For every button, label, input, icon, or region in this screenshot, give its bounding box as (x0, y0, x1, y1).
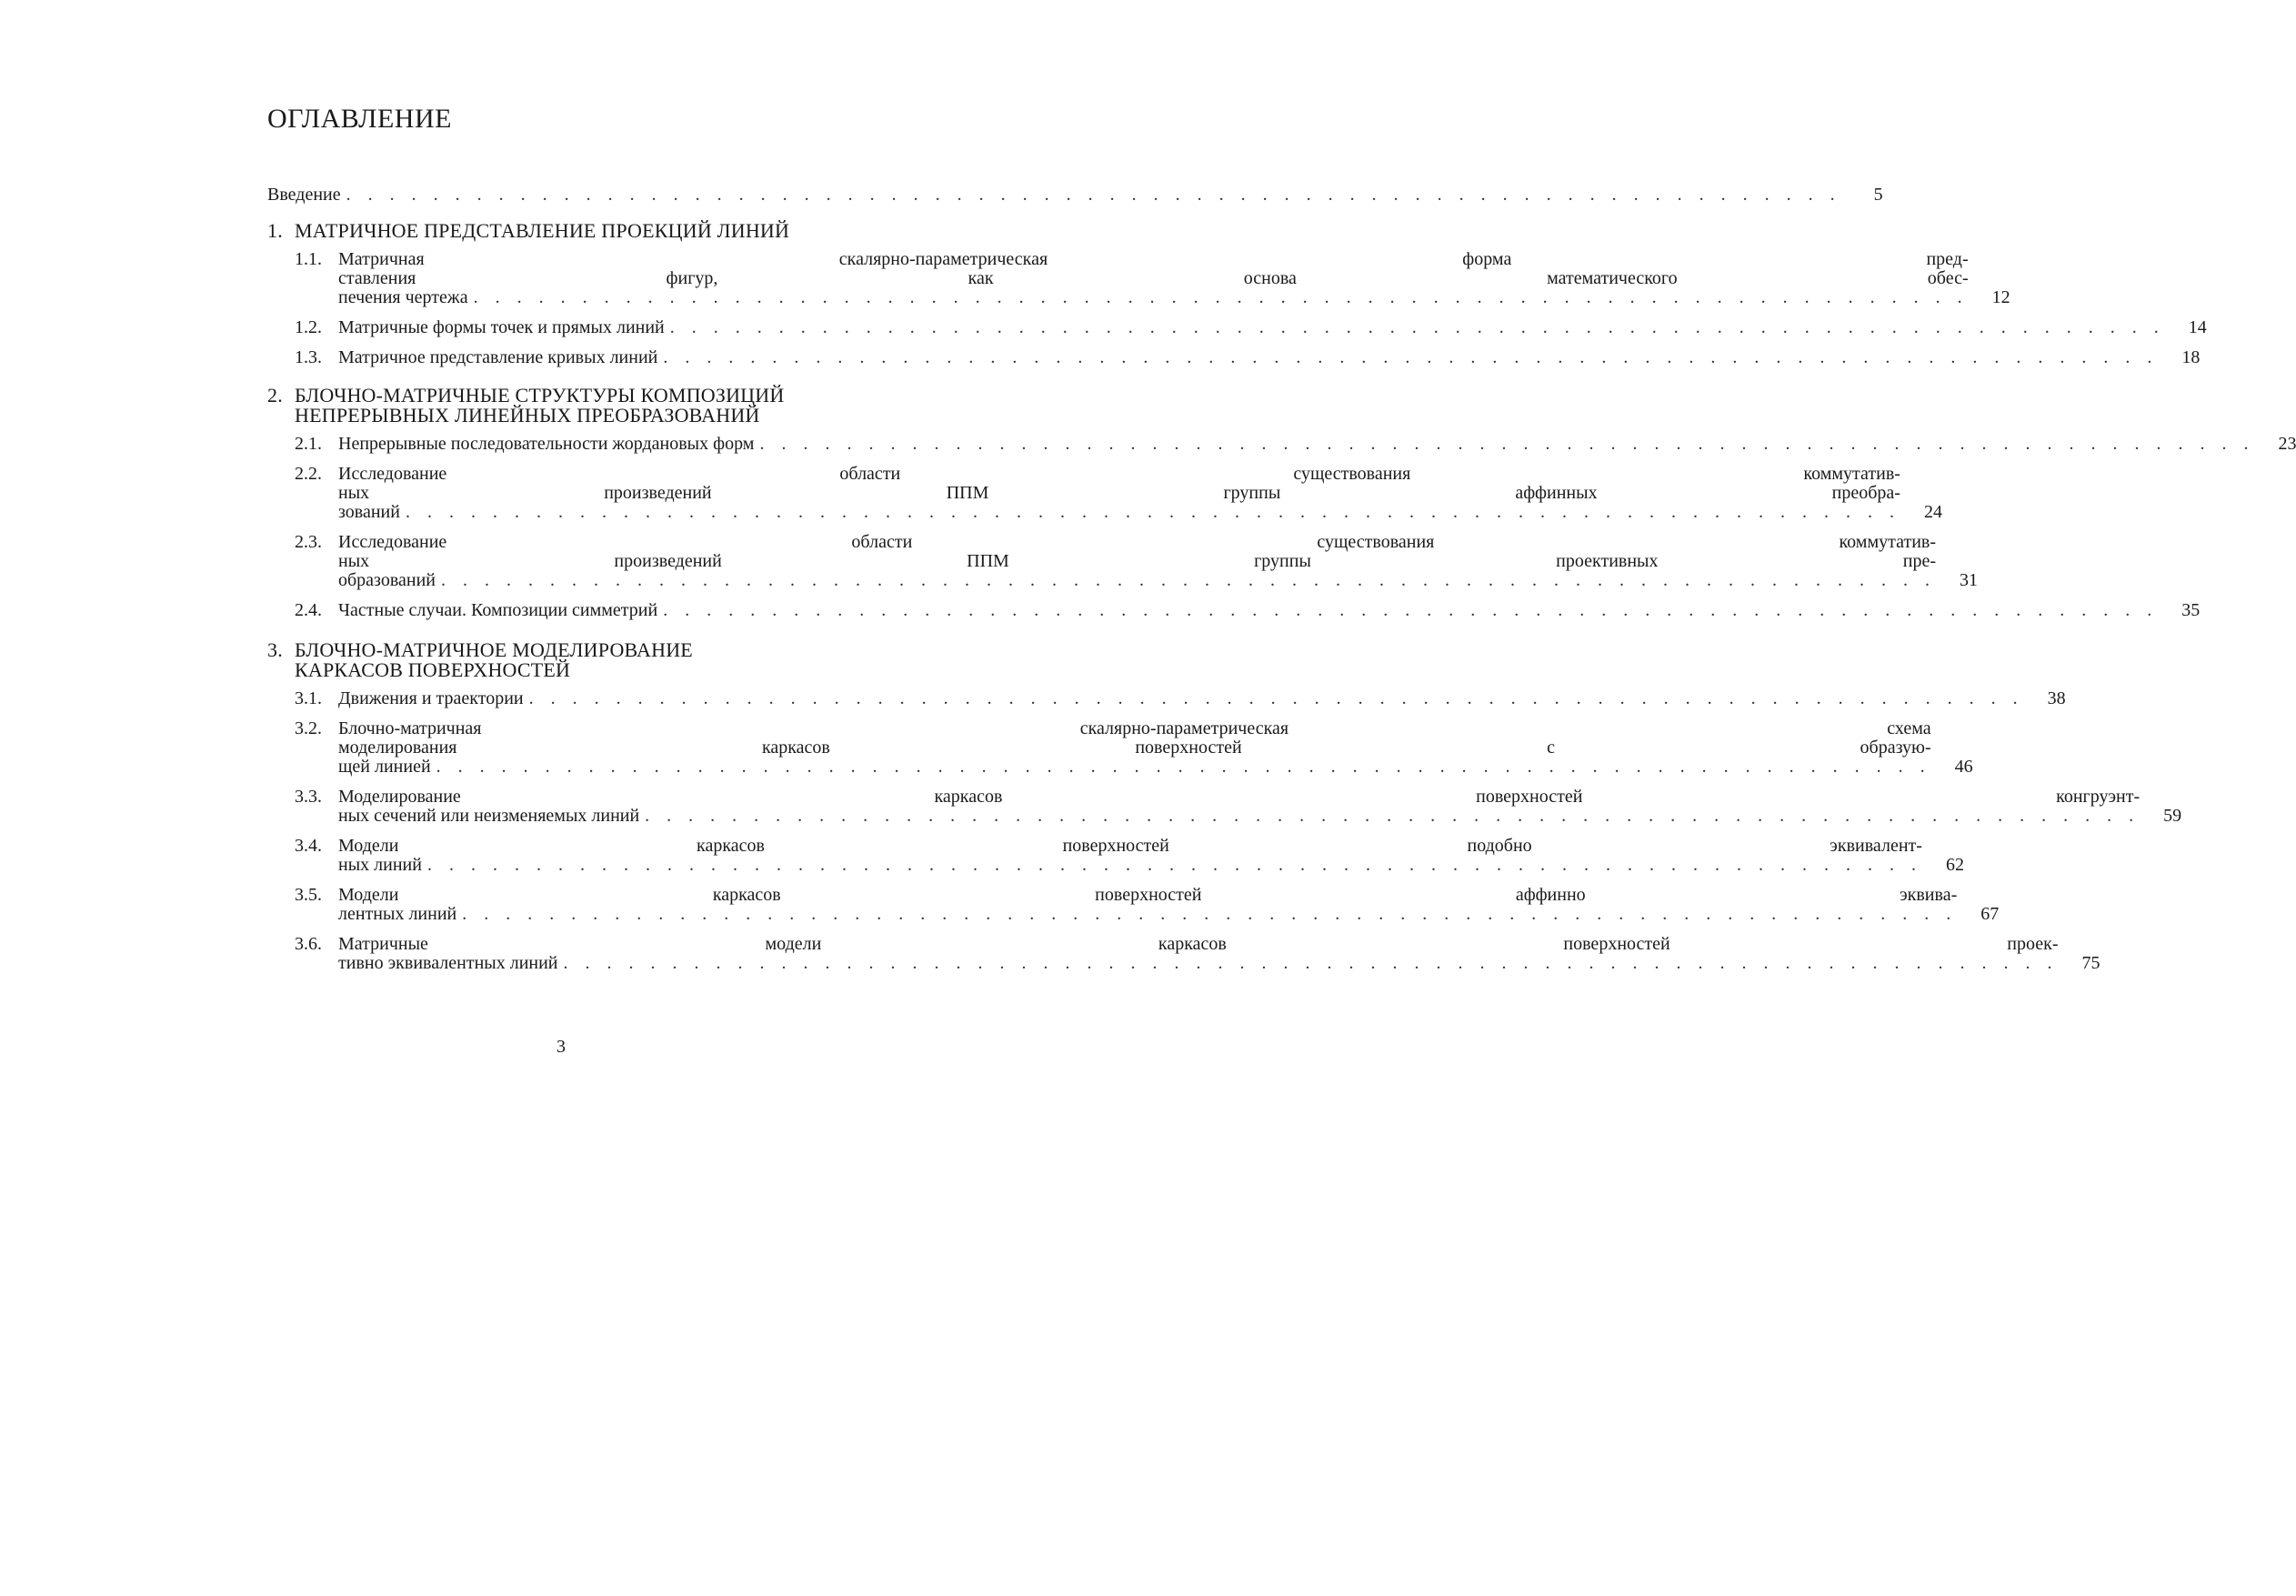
toc-section-row[interactable] (267, 600, 2201, 620)
toc-section-row[interactable] (267, 836, 1964, 875)
toc-page-number: 75 (2081, 953, 2100, 973)
toc-page-number: 5 (1873, 185, 1883, 205)
section-title-line: Моделирование каркасов поверхностей конгруэнт- (338, 787, 2141, 807)
section-title-last-line: Движения и траектории (338, 688, 524, 708)
section-title (338, 788, 2140, 826)
dot-leader (663, 601, 2158, 620)
toc-page-number: 23 (2278, 434, 2296, 454)
dot-leader (441, 571, 1936, 590)
section-title (338, 886, 1957, 924)
chapter-title-line: БЛОЧНО-МАТРИЧНОЕ МОДЕЛИРОВАНИЕ (295, 638, 693, 661)
section-title-last-line: зований (338, 502, 400, 522)
section-number: 2.2. (295, 464, 322, 484)
chapter-number: 3. (267, 638, 283, 661)
toc-page-number: 46 (1954, 757, 1973, 777)
section-number: 1.1. (295, 249, 322, 269)
toc-page-number: 59 (2163, 806, 2182, 826)
toc-section-row[interactable] (267, 787, 2182, 826)
section-title-line: ных произведений ППМ группы проективных пре- (338, 551, 1937, 571)
section-title-last-line: лентных линий (338, 904, 457, 924)
toc-section-row[interactable] (267, 347, 2201, 367)
section-title-line: ных произведений ППМ группы аффинных преобра- (338, 483, 1900, 503)
dot-leader (529, 689, 2024, 708)
section-title (338, 348, 2158, 367)
chapter-title (295, 640, 860, 680)
section-title-line: Матричная скалярно-параметрическая форма пред- (338, 249, 1969, 269)
toc-page-number: 18 (2181, 347, 2201, 367)
toc-intro-title: Введение (267, 185, 341, 205)
section-title-line: Исследование области существования коммутатив- (338, 532, 1937, 552)
section-number: 2.4. (295, 600, 322, 620)
section-title-last-line: Непрерывные последовательности жордановых форм (338, 434, 755, 454)
toc-page-number: 38 (2047, 688, 2066, 708)
chapter-title (295, 221, 860, 241)
toc-section-row[interactable] (267, 464, 1942, 522)
dot-leader (474, 288, 1969, 307)
dot-leader (427, 856, 1922, 875)
section-title-last-line: печения чертежа (338, 287, 468, 307)
dot-leader (406, 503, 1900, 522)
toc-page-number: 24 (1923, 502, 1942, 522)
toc-section-row[interactable] (267, 885, 2000, 924)
toc-page-number: 35 (2181, 600, 2201, 620)
section-title-last-line: образований (338, 570, 436, 590)
toc-page-number: 31 (1960, 570, 1979, 590)
section-number: 3.2. (295, 718, 322, 738)
toc-chapters (267, 219, 2296, 973)
toc-chapter-heading[interactable] (267, 386, 860, 426)
page-number: 3 (556, 1037, 566, 1057)
dot-leader (645, 807, 2140, 826)
section-title-last-line: тивно эквивалентных линий (338, 953, 558, 973)
toc-page-number: 67 (1980, 904, 2000, 924)
toc-section-row[interactable] (267, 532, 1979, 590)
section-title (338, 435, 2254, 454)
toc-chapter (267, 384, 2296, 620)
toc-page-number: 12 (1991, 287, 2010, 307)
toc-page-number: 62 (1945, 855, 1964, 875)
toc-section-row[interactable] (267, 434, 2296, 454)
section-title (338, 318, 2165, 337)
section-number: 2.1. (295, 434, 322, 454)
section-title-last-line: Частные случаи. Композиции симметрий (338, 600, 658, 620)
section-title-last-line: Матричные формы точек и прямых линий (338, 317, 665, 337)
section-title (338, 837, 1922, 875)
toc-section-row[interactable] (267, 317, 2207, 337)
toc-section-row[interactable] (267, 718, 1973, 777)
section-number: 3.5. (295, 885, 322, 905)
chapter-title-line: МАТРИЧНОЕ ПРЕДСТАВЛЕНИЕ ПРОЕКЦИЙ ЛИНИЙ (295, 219, 790, 242)
chapter-title-line: НЕПРЕРЫВНЫХ ЛИНЕЙНЫХ ПРЕОБРАЗОВАНИЙ (295, 404, 760, 427)
section-title (338, 689, 2024, 708)
chapter-number: 1. (267, 219, 283, 242)
section-title (338, 719, 1931, 777)
chapter-number: 2. (267, 384, 283, 407)
section-title-line: Блочно-матричная скалярно-параметрическая схема (338, 718, 1931, 738)
section-number: 3.1. (295, 688, 322, 708)
section-title-last-line: щей линией (338, 757, 431, 777)
section-number: 3.6. (295, 934, 322, 954)
section-number: 3.4. (295, 836, 322, 856)
toc-section-row[interactable] (267, 934, 2100, 973)
chapter-title-line: БЛОЧНО-МАТРИЧНЫЕ СТРУКТУРЫ КОМПОЗИЦИЙ (295, 384, 785, 407)
section-title-last-line: ных сечений или неизменяемых линий (338, 806, 640, 826)
dot-leader (564, 954, 2059, 973)
dot-leader (663, 348, 2158, 367)
toc-section-row[interactable] (267, 688, 2066, 708)
section-title (338, 935, 2059, 973)
toc-page-number: 14 (2188, 317, 2207, 337)
dot-leader (346, 186, 1841, 205)
section-number: 1.2. (295, 317, 322, 337)
section-title-line: ставления фигур, как основа математического обес- (338, 268, 1969, 288)
toc-chapter (267, 219, 2207, 367)
section-title (338, 250, 1969, 307)
dot-leader (462, 905, 1957, 924)
chapter-title-line: КАРКАСОВ ПОВЕРХНОСТЕЙ (295, 658, 571, 681)
section-title-last-line: Матричное представление кривых линий (338, 347, 658, 367)
section-title-line: моделирования каркасов поверхностей с образую- (338, 738, 1931, 758)
section-title-line: Модели каркасов поверхностей подобно эквивалент- (338, 836, 1922, 856)
section-title-line: Матричные модели каркасов поверхностей проек- (338, 934, 2059, 954)
section-title (338, 601, 2158, 620)
table-of-contents (267, 185, 2296, 973)
toc-chapter-heading[interactable] (267, 640, 860, 680)
section-number: 3.3. (295, 787, 322, 807)
dot-leader (436, 758, 1931, 777)
dot-leader (759, 435, 2254, 454)
section-title-line: Исследование области существования коммутатив- (338, 464, 1900, 484)
section-number: 1.3. (295, 347, 322, 367)
section-title (338, 533, 1936, 590)
toc-section-row[interactable] (267, 249, 2010, 307)
toc-chapter-heading[interactable] (267, 221, 860, 241)
section-number: 2.3. (295, 532, 322, 552)
dot-leader (670, 318, 2165, 337)
section-title-last-line: ных линий (338, 855, 422, 875)
toc-chapter (267, 638, 2182, 973)
section-title-line: Модели каркасов поверхностей аффинно эквива- (338, 885, 1958, 905)
chapter-title (295, 386, 860, 426)
page-title: ОГЛАВЛЕНИЕ (267, 104, 452, 134)
section-title (338, 465, 1900, 522)
toc-intro-row[interactable] (267, 185, 1883, 205)
